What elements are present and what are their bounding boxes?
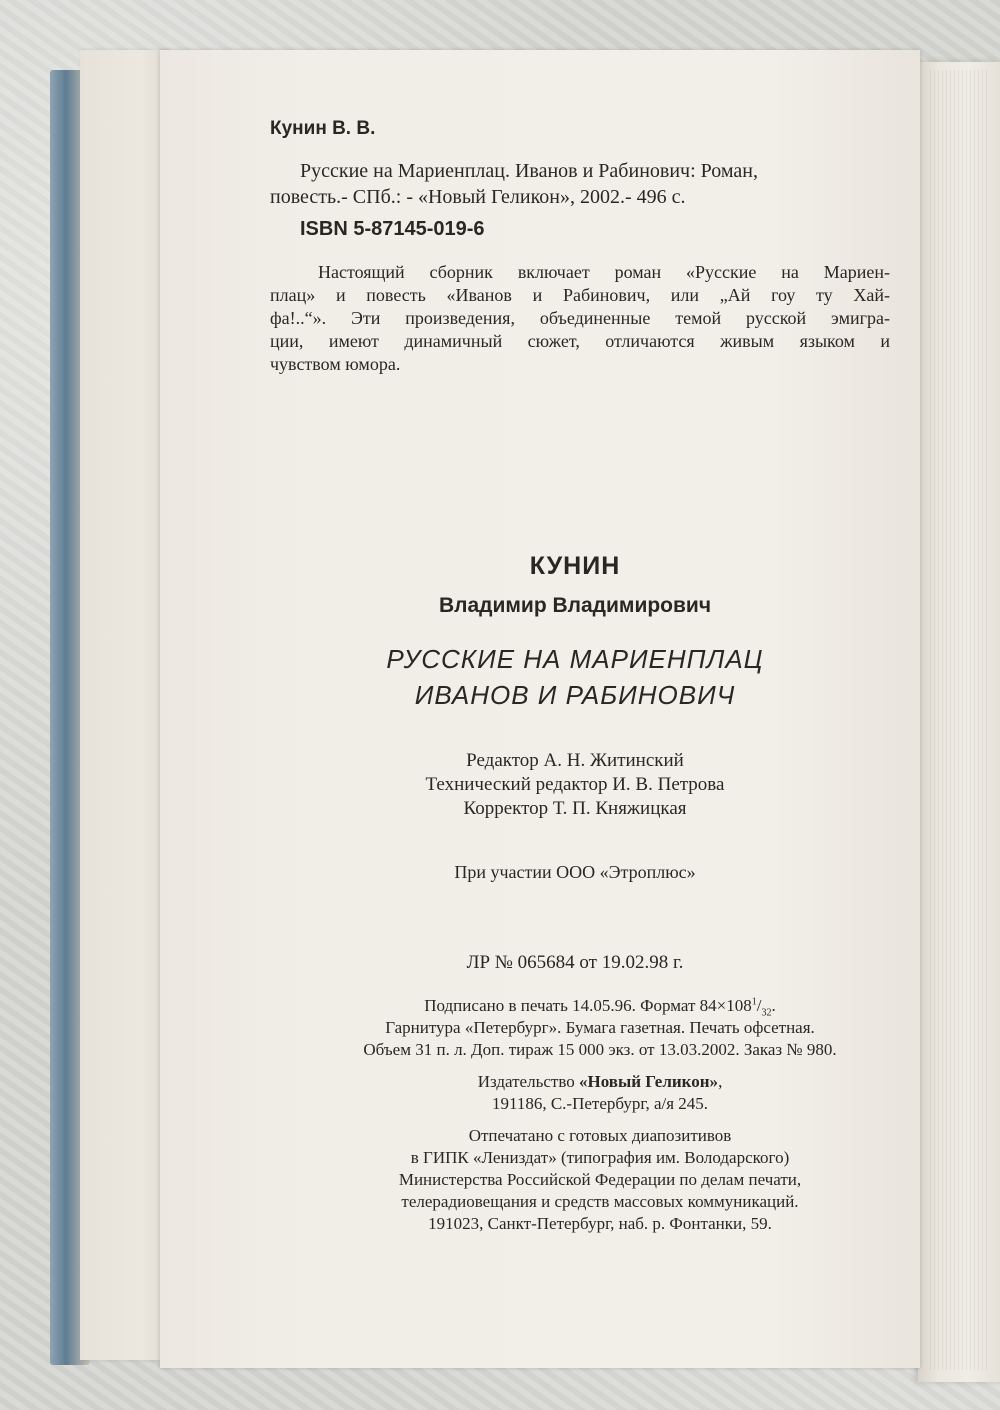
proofreader-credit: Корректор Т. П. Княжицкая — [463, 798, 687, 819]
printed-line-2: в ГИПК «Лениздат» (типография им. Володарского) — [410, 1148, 790, 1167]
signed-to-print-line: Подписано в печать 14.05.96. Формат $84\times 108^1/_{32}$. — [424, 996, 776, 1019]
publisher-prefix: Издательство — [477, 1072, 579, 1091]
annotation-line-2: плац» и повесть «Иванов и Рабинович, или „Ай гоу ту Хай- — [270, 285, 890, 305]
printed-line-4: телерадиовещания и средств массовых коммуникаций. — [401, 1192, 799, 1211]
printed-line-1: Отпечатано с готовых диапозитивов — [468, 1126, 732, 1145]
signed-prefix: Подписано в печать 14.05.96. Формат 84×108 — [424, 996, 752, 1015]
volume-line: Объем 31 п. л. Доп. тираж 15 000 экз. от 13.03.2002. Заказ № 980. — [363, 1040, 837, 1059]
licence-number: ЛР № 065684 от 19.02.98 г. — [466, 952, 684, 973]
printed-line-5: 191023, Санкт-Петербург, наб. р. Фонтанки, 59. — [428, 1214, 772, 1233]
flyleaf-strip — [80, 50, 168, 1360]
annotation-line-3: фа!..“». Эти произведения, объединенные темой русской эмигра- — [270, 308, 890, 328]
annotation-line-1: Настоящий сборник включает роман «Русские на Мариен- — [318, 262, 890, 282]
publisher-address: 191186, С.-Петербург, а/я 245. — [491, 1094, 709, 1113]
format-fraction-denominator: 32 — [761, 1007, 772, 1019]
isbn: ISBN 5-87145-019-6 — [300, 218, 485, 240]
book-title-line-1: РУССКИЕ НА МАРИЕНПЛАЦ — [386, 644, 764, 674]
publisher-line — [260, 1072, 940, 1092]
annotation-line-5: чувством юмора. — [270, 354, 401, 374]
signed-suffix: . — [771, 996, 776, 1015]
partner-credit: При участии ООО «Этроплюс» — [454, 862, 696, 882]
printed-line-3: Министерства Российской Федерации по делам печати, — [398, 1170, 802, 1189]
author-full-name: Владимир Владимирович — [438, 594, 712, 617]
annotation-line-4: ции, имеют динамичный сюжет, отличаются живым языком и — [270, 331, 890, 351]
format-fraction-numerator: 1 — [751, 996, 757, 1008]
author-caps: КУНИН — [529, 552, 621, 580]
book-title-line-2: ИВАНОВ И РАБИНОВИЧ — [414, 680, 736, 710]
bibliographic-line-2: повесть.- СПб.: - «Новый Геликон», 2002.- 496 с. — [270, 186, 686, 208]
tech-editor-credit: Технический редактор И. В. Петрова — [425, 774, 725, 795]
editor-credit: Редактор А. Н. Житинский — [466, 750, 684, 771]
author-short: Кунин В. В. — [270, 118, 376, 139]
publisher-suffix: , — [718, 1072, 723, 1091]
publisher-name: «Новый Геликон» — [578, 1072, 719, 1091]
typeface-line: Гарнитура «Петербург». Бумага газетная. Печать офсетная. — [385, 1018, 815, 1037]
bibliographic-line-1: Русские на Мариенплац. Иванов и Рабинович: Роман, — [300, 160, 758, 182]
